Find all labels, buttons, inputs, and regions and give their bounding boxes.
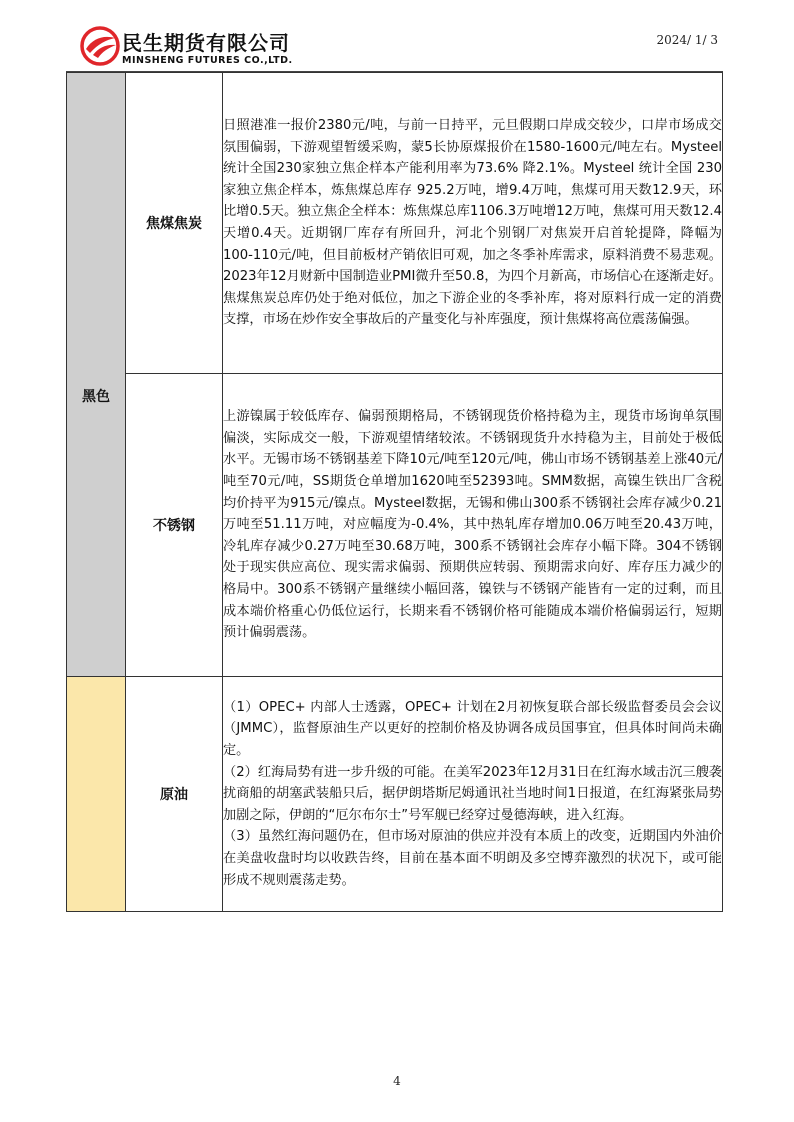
- commodity-table: [66, 72, 723, 912]
- table-row: [67, 677, 723, 912]
- company-name-cn: 民生期货有限公司: [122, 31, 290, 55]
- sector-cell-black: [67, 73, 126, 677]
- page-number: 4: [393, 1074, 401, 1088]
- commodity-name: 不锈钢: [126, 374, 223, 677]
- analysis-paragraph: （2）红海局势有进一步升级的可能。在美军2023年12月31日在红海水域击沉三艘袭扰商船的胡塞武装船只后，据伊朗塔斯尼姆通讯社当地时间1日报道，在红海紧张局势加剧之际，伊朗的“厄尔布尔士”号军舰已经穿过曼德海峡，进入红海。: [223, 764, 722, 823]
- sector-label: 黑色: [82, 389, 110, 405]
- minsheng-logo-icon: [80, 26, 120, 66]
- table-row: [67, 374, 723, 677]
- analysis-paragraph: 日照港准一报价2380元/吨，与前一日持平，元旦假期口岸成交较少，口岸市场成交氛围偏弱，下游观望暂缓采购，蒙5长协原煤报价在1580-1600元/吨左右。Mysteel 统计全国230家独立焦企样本产能利用率为73.6% 降2.1%。Mysteel 统计全国 230 家独立焦企样本，炼焦煤总库存 925.2万吨，增9.4万吨，焦煤可用天数12.9天，环比增0.5天。独立焦企全样本：炼焦煤总库1106.3万吨增12万吨，焦煤可用天数12.4天增0.4天。近期钢厂库存有所回升，河北个别钢厂对焦炭开启首轮提降，降幅为100-110元/吨，但目前板材产销依旧可观，加之冬季补库需求，原料消费不易悲观。2023年12月财新中国制造业PMI微升至50.8，为四个月新高，市场信心在逐渐走好。焦煤焦炭总库仍处于绝对低位，加之下游企业的冬季补库，将对原料行成一定的消费支撑，市场在炒作安全事故后的产量变化与补库强度，预计焦煤将高位震荡偏强。: [223, 118, 722, 328]
- table-row: [67, 73, 723, 374]
- analysis-paragraph: （3）虽然红海问题仍在，但市场对原油的供应并没有本质上的改变，近期国内外油价在美盘收盘时均以收跌告终，目前在基本面不明朗及多空博弈激烈的状况下，或可能形成不规则震荡走势。: [223, 829, 722, 888]
- commodity-name: 原油: [126, 677, 223, 912]
- page-header: [0, 0, 794, 72]
- analysis-paragraph: （1）OPEC+ 内部人士透露，OPEC+ 计划在2月初恢复联合部长级监督委员会会议（JMMC），监督原油生产以更好的控制价格及协调各成员国事宜，但具体时间尚未确定。: [223, 699, 722, 759]
- sector-cell-energy: [67, 677, 126, 912]
- analysis-paragraph: 上游镍属于较低库存、偏弱预期格局，不锈钢现货价格持稳为主，现货市场询单氛围偏淡，实际成交一般，下游观望情绪较浓。不锈钢现货升水持稳为主，目前处于极低水平。无锡市场不锈钢基差下降10元/吨至120元/吨，佛山市场不锈钢基差上涨40元/吨至70元/吨，SS期货仓单增加1620吨至52393吨。SMM数据，高镍生铁出厂含税均价持平为915元/镍点。Mysteel数据，无锡和佛山300系不锈钢社会库存减少0.21万吨至51.11万吨，对应幅度为-0.4%，其中热轧库存增加0.06万吨至20.43万吨，冷轧库存减少0.27万吨至30.68万吨，300系不锈钢社会库存小幅下降。304不锈钢处于现实供应高位、现实需求偏弱、预期供应转弱、预期需求向好、库存压力减少的格局中。300系不锈钢产量继续小幅回落，镍铁与不锈钢产能皆有一定的过剩，而且成本端价格重心仍低位运行，长期来看不锈钢价格可能随成本端价格偏弱运行，短期预计偏弱震荡。: [223, 409, 722, 641]
- commodity-analysis: [223, 374, 723, 677]
- report-date: 2024/ 1/ 3: [656, 33, 718, 47]
- company-name-en: MINSHENG FUTURES CO.,LTD.: [122, 55, 293, 66]
- commodity-analysis: [223, 677, 723, 912]
- commodity-name: 焦煤焦炭: [126, 73, 223, 374]
- commodity-analysis: [223, 73, 723, 374]
